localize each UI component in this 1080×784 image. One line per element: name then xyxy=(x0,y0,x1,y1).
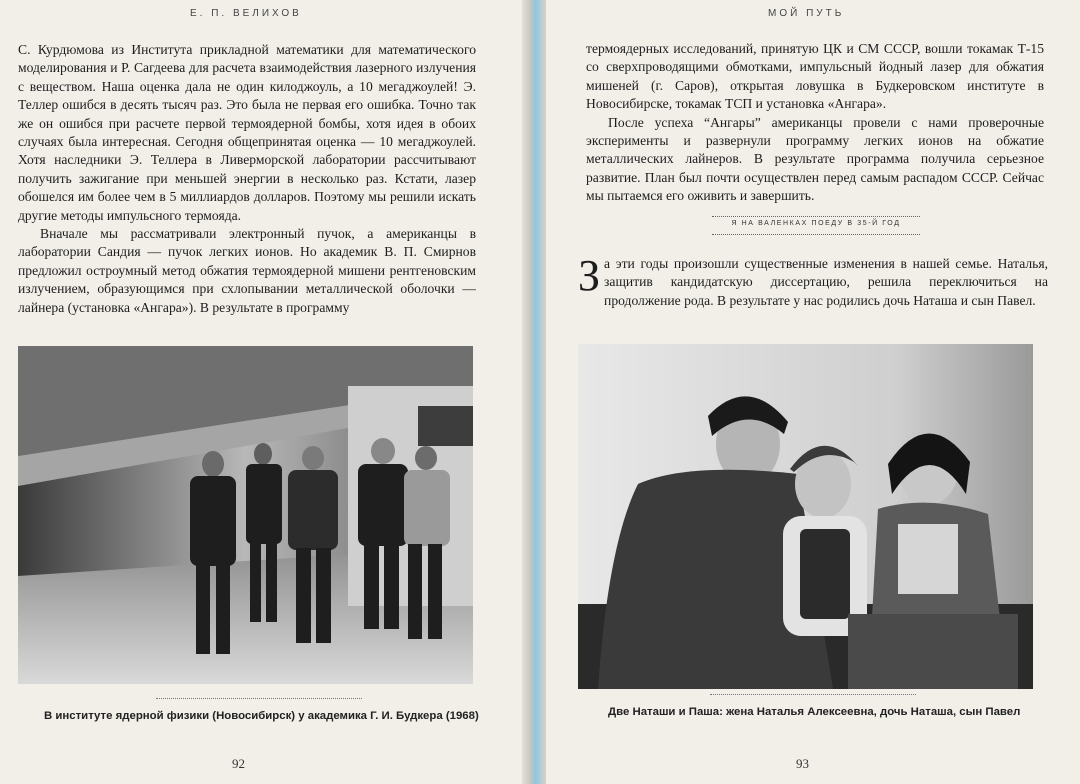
right-page xyxy=(546,0,1080,784)
paragraph: С. Курдюмова из Института прикладной математики для математического моделирования и Р. Сагдеева для расчета взаимодействия лазерного излучения с веществом. Наша оценка дала не один килоджоуль, а 10 мегаджоулей! Э. Теллер ошибся в десять тысяч раз. Это была не первая его ошибка. Точно так же он ошибся при расчете первой термоядерной бомбы, хотя идея в обоих случаях была интересная. Сегодня общепринятая оценка — 10 мегаджоулей. Хотя наследники Э. Теллера в Ливерморской лаборатории рассчитывают получить зажигание при меньшей энергии в несколько раз. Кстати, лазер обошелся им более чем в 5 миллиардов долларов. Поэтому мы решили искать другие методы импульсного термояда. xyxy=(18,42,476,223)
paragraph: После успеха “Ангары” американцы провели с нами проверочные эксперименты и развернули программу легких ионов на обжатие металлических лайнеров. В результате программа получила серьезное развитие. План был почти осуществлен перед самым распадом СССР. Сейчас мы пытаемся его оживить и завершить. xyxy=(586,114,1044,204)
drop-cap: З xyxy=(578,251,601,300)
caption-divider xyxy=(156,698,362,699)
paragraph: термоядерных исследований, принятую ЦК и СМ СССР, вошли токамак Т-15 со сверхпроводящими обмотками, импульсный йодный лазер для обжатия мишеней (г. Саров), открытая ловушка в Будкеровском институте в Новосибирске, токамак ТСП и установка «Ангара». xyxy=(586,41,1044,112)
section-paragraph: а эти годы произошли существенные изменения в нашей семье. Наталья, защитив кандидатскую диссертацию, решила переключиться на продолжение рода. В результате у нас родились дочь Наташа и сын Павел. xyxy=(604,256,1048,308)
photo-caption: Две Наташи и Паша: жена Наталья Алексеевна, дочь Наташа, сын Павел xyxy=(608,706,1021,718)
section-rule-top xyxy=(712,216,920,217)
section-heading xyxy=(712,214,920,238)
paragraph: Вначале мы рассматривали электронный пучок, а американцы в лаборатории Сандия — пучок легких ионов. Но академик В. П. Смирнов предложил остроумный метод обжатия термоядерной мишени рентгеновским излучением, образующимся при схлопывании металлической оболочки — лайнера (установка «Ангара»). В результате в программу xyxy=(18,226,476,315)
section-body-text xyxy=(578,251,1048,310)
section-rule-bottom xyxy=(712,234,920,235)
lab-corridor-photo xyxy=(18,346,473,684)
caption-divider xyxy=(710,694,916,695)
photo-caption: В институте ядерной физики (Новосибирск) у академика Г. И. Будкера (1968) xyxy=(44,710,479,722)
running-head-title: МОЙ ПУТЬ xyxy=(768,8,845,19)
running-head-author: Е. П. ВЕЛИХОВ xyxy=(190,8,302,19)
section-title: Я НА ВАЛЕНКАХ ПОЕДУ В 35-Й ГОД xyxy=(731,220,901,227)
left-page xyxy=(0,0,522,784)
page-number: 93 xyxy=(796,756,809,771)
book-gutter xyxy=(522,0,546,784)
page-number: 92 xyxy=(232,756,245,771)
left-body-text xyxy=(18,41,476,317)
right-body-text xyxy=(586,40,1044,206)
family-photo xyxy=(578,344,1033,689)
